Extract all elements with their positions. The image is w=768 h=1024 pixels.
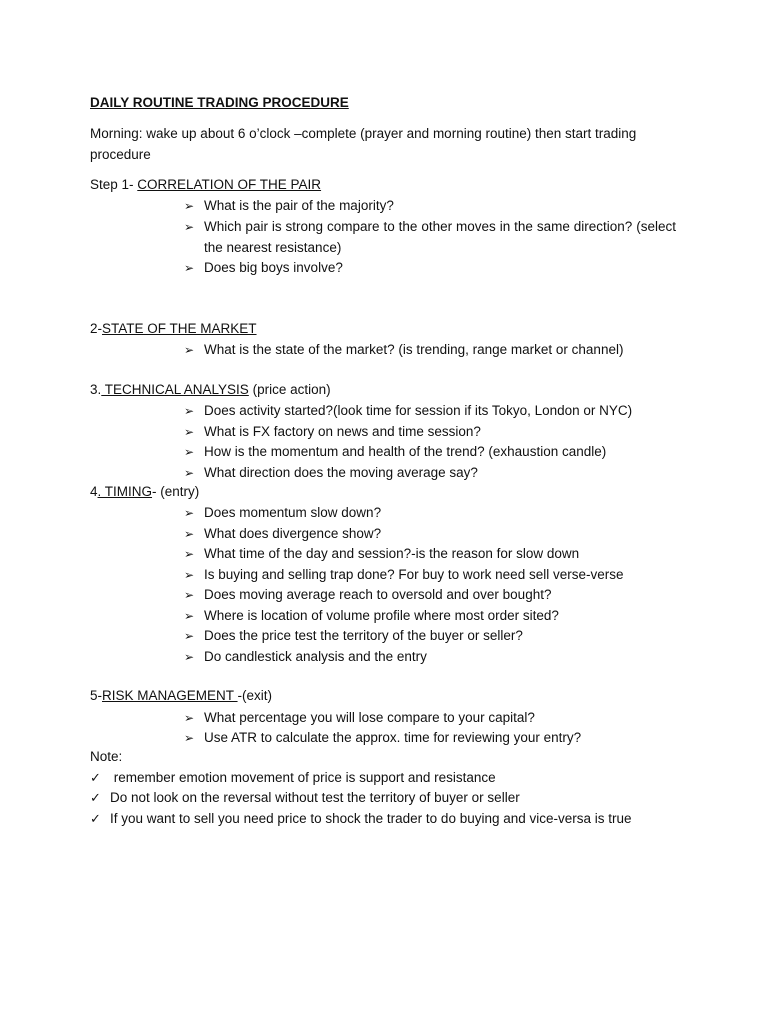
arrowhead-bullet-icon: ➢ bbox=[184, 650, 195, 664]
checkmark-icon: ✓ bbox=[90, 770, 101, 785]
step5-item-1: ➢ What percentage you will lose compare to your capital? bbox=[184, 708, 676, 729]
step3-item-2: ➢ What is FX factory on news and time session? bbox=[184, 422, 676, 443]
step2-item-1: ➢ What is the state of the market? (is trending, range market or channel) bbox=[184, 340, 676, 361]
step4-heading: . TIMING bbox=[97, 484, 153, 499]
step1-item-2: ➢ Which pair is strong compare to the other moves in the same direction? (select the nearest resistance) bbox=[184, 219, 676, 255]
arrowhead-bullet-icon: ➢ bbox=[184, 261, 195, 275]
step4-suffix: - (entry) bbox=[152, 484, 200, 499]
checkmark-icon: ✓ bbox=[90, 790, 101, 805]
step3-heading: TECHNICAL ANALYSIS bbox=[101, 382, 249, 397]
arrowhead-bullet-icon: ➢ bbox=[184, 527, 195, 541]
morning-line-1: Morning: wake up about 6 o’clock –complete (prayer and morning routine) then start trading bbox=[90, 126, 637, 141]
arrowhead-bullet-icon: ➢ bbox=[184, 731, 195, 745]
step2-heading-line bbox=[90, 320, 257, 338]
step1-heading-line bbox=[90, 176, 321, 194]
step5-item-2: ➢ Use ATR to calculate the approx. time for reviewing your entry? bbox=[184, 728, 676, 749]
note-item-2: ✓ Do not look on the reversal without test the territory of buyer or seller bbox=[90, 790, 520, 805]
step1-item-3: ➢ Does big boys involve? bbox=[184, 258, 676, 279]
note-label: Note: bbox=[90, 749, 123, 764]
step5-heading: RISK MANAGEMENT bbox=[102, 688, 238, 703]
arrowhead-bullet-icon: ➢ bbox=[184, 466, 195, 480]
arrowhead-bullet-icon: ➢ bbox=[184, 629, 195, 643]
step3-item-4: ➢ What direction does the moving average say? bbox=[184, 463, 676, 484]
step2-prefix: 2- bbox=[90, 321, 103, 336]
step1-heading: CORRELATION OF THE PAIR bbox=[137, 177, 322, 192]
page-title: DAILY ROUTINE TRADING PROCEDURE bbox=[90, 95, 349, 110]
arrowhead-bullet-icon: ➢ bbox=[184, 609, 195, 623]
arrowhead-bullet-icon: ➢ bbox=[184, 404, 195, 418]
step2-heading: STATE OF THE MARKET bbox=[102, 321, 257, 336]
arrowhead-bullet-icon: ➢ bbox=[184, 588, 195, 602]
note-item-3: ✓ If you want to sell you need price to shock the trader to do buying and vice-versa is true bbox=[90, 811, 632, 826]
step3-prefix: 3. bbox=[90, 382, 102, 397]
step4-item-4: ➢ Is buying and selling trap done? For buy to work need sell verse-verse bbox=[184, 565, 676, 586]
note-item-1: ✓ remember emotion movement of price is support and resistance bbox=[90, 770, 496, 785]
arrowhead-bullet-icon: ➢ bbox=[184, 425, 195, 439]
arrowhead-bullet-icon: ➢ bbox=[184, 445, 195, 459]
morning-line-2: procedure bbox=[90, 147, 151, 162]
step3-item-3: ➢ How is the momentum and health of the trend? (exhaustion candle) bbox=[184, 442, 676, 463]
step4-item-2: ➢ What does divergence show? bbox=[184, 524, 676, 545]
arrowhead-bullet-icon: ➢ bbox=[184, 343, 195, 357]
step3-suffix: (price action) bbox=[248, 382, 331, 397]
step4-item-1: ➢ Does momentum slow down? bbox=[184, 503, 676, 524]
step4-item-7: ➢ Does the price test the territory of the buyer or seller? bbox=[184, 626, 676, 647]
step5-heading-line bbox=[90, 687, 272, 705]
arrowhead-bullet-icon: ➢ bbox=[184, 506, 195, 520]
arrowhead-bullet-icon: ➢ bbox=[184, 547, 195, 561]
step1-prefix: Step 1- bbox=[90, 177, 138, 192]
step3-item-1: ➢ Does activity started?(look time for session if its Tokyo, London or NYC) bbox=[184, 401, 676, 422]
step4-item-5: ➢ Does moving average reach to oversold and over bought? bbox=[184, 585, 676, 606]
arrowhead-bullet-icon: ➢ bbox=[184, 199, 195, 213]
step5-suffix: -(exit) bbox=[237, 688, 273, 703]
checkmark-icon: ✓ bbox=[90, 811, 101, 826]
step1-item-1: ➢ What is the pair of the majority? bbox=[184, 196, 676, 217]
step4-item-3: ➢ What time of the day and session?-is the reason for slow down bbox=[184, 544, 676, 565]
step4-prefix: 4 bbox=[90, 484, 98, 499]
step4-item-6: ➢ Where is location of volume profile where most order sited? bbox=[184, 606, 676, 627]
step3-heading-line bbox=[90, 381, 331, 399]
arrowhead-bullet-icon: ➢ bbox=[184, 220, 195, 234]
step4-item-8: ➢ Do candlestick analysis and the entry bbox=[184, 647, 676, 668]
step4-heading-line bbox=[90, 483, 199, 501]
arrowhead-bullet-icon: ➢ bbox=[184, 568, 195, 582]
step5-prefix: 5- bbox=[90, 688, 103, 703]
arrowhead-bullet-icon: ➢ bbox=[184, 711, 195, 725]
